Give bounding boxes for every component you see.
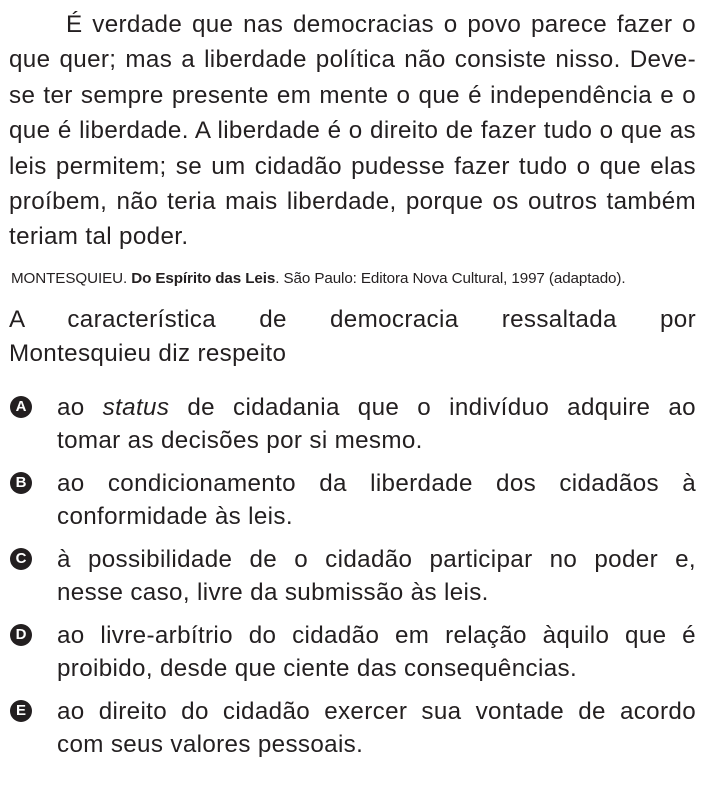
source-title: Do Espírito das Leis (131, 269, 276, 287)
option-d-letter-badge: D (10, 624, 32, 646)
option-b-line-1: ao condicionamento da liberdade dos cidadãos à (57, 469, 696, 497)
question-line-2: Montesquieu diz respeito (9, 339, 287, 367)
option-d-line-1: ao livre-arbítrio do cidadão em relação àquilo que é (57, 621, 696, 649)
answer-options (9, 391, 696, 762)
question-line-1: A característica de democracia ressaltada por (9, 305, 696, 333)
option-a-italic: status (102, 393, 170, 421)
option-e-letter-badge: E (10, 700, 32, 722)
option-d-line-2: proibido, desde que ciente das consequências. (57, 655, 578, 683)
option-e-line-1: ao direito do cidadão exercer sua vontade de acordo (57, 697, 696, 725)
option-a-line-2: tomar as decisões por si mesmo. (57, 427, 423, 455)
option-e[interactable] (9, 695, 696, 762)
option-e-line-2: com seus valores pessoais. (57, 731, 364, 759)
source-author: MONTESQUIEU. (11, 269, 128, 287)
option-c-line-1: à possibilidade de o cidadão participar no poder e, (57, 545, 696, 573)
source-citation (11, 269, 696, 289)
option-b-text (57, 467, 696, 534)
option-c-line-2: nesse caso, livre da submissão às leis. (57, 579, 489, 607)
option-a-letter-badge: A (10, 396, 32, 418)
option-c[interactable] (9, 543, 696, 610)
option-d[interactable] (9, 619, 696, 686)
option-b-line-2: conformidade às leis. (57, 503, 293, 531)
option-a[interactable] (9, 391, 696, 458)
option-d-text (57, 619, 696, 686)
option-b-letter-badge: B (10, 472, 32, 494)
option-c-letter-badge: C (10, 548, 32, 570)
option-a-line-1 (57, 391, 696, 425)
option-b[interactable] (9, 467, 696, 534)
question-stem (9, 303, 696, 371)
option-a-text (57, 391, 696, 458)
passage-text: É verdade que nas democracias o povo parece fazer o que quer; mas a liberdade política não consiste nisso. Deve-se ter sempre presente em mente o que é independência e o que é liberdade. A liberdade é o direito de fazer tudo o que as leis permitem; se um cidadão pudesse fazer tudo o que elas proíbem, não teria mais liberdade, porque os outros também teriam tal poder. (9, 11, 696, 251)
option-a-post: de cidadania que o indivíduo adquire ao (169, 393, 696, 421)
option-c-text (57, 543, 696, 610)
source-details: . São Paulo: Editora Nova Cultural, 1997 (adaptado). (275, 269, 626, 287)
option-e-text (57, 695, 696, 762)
option-a-pre: ao (57, 393, 103, 421)
